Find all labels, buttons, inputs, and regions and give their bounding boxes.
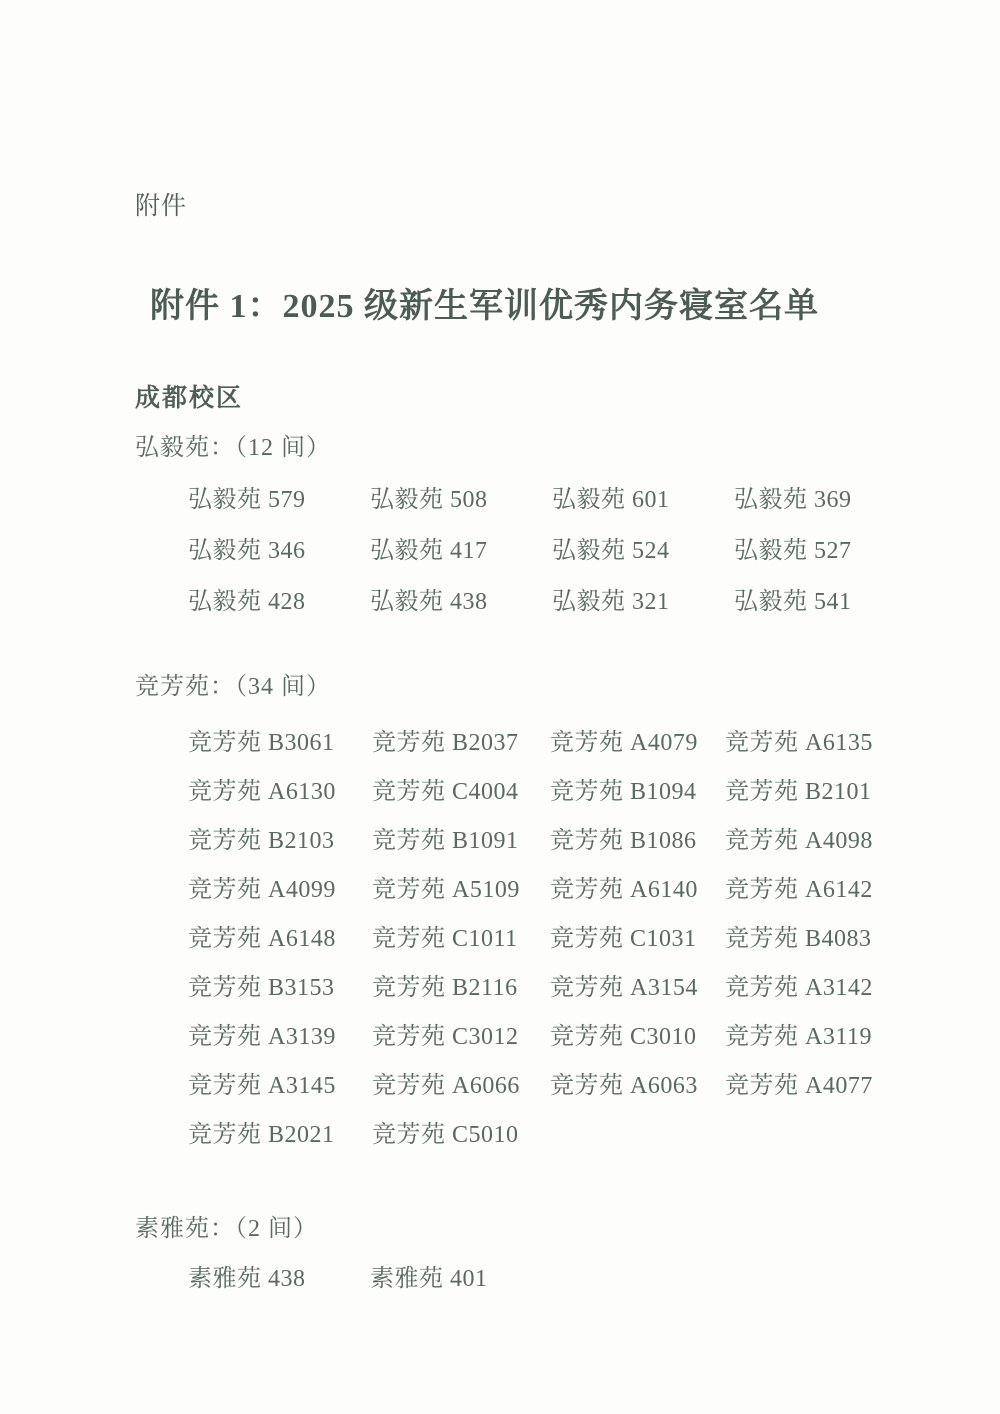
- room-item: 竞芳苑 B1094: [550, 779, 697, 805]
- room-item: 竞芳苑 B2116: [372, 975, 518, 1001]
- room-item: 竞芳苑 A3119: [725, 1024, 872, 1050]
- section-hongyiyuan: [135, 434, 940, 616]
- room-item: 弘毅苑 369: [734, 487, 852, 513]
- section-header: 弘毅苑：（12 间）: [135, 435, 331, 461]
- room-item: 竞芳苑 B2101: [725, 779, 872, 805]
- room-list: [188, 729, 940, 1149]
- section-jingfangyuan: [135, 673, 940, 1149]
- attachment-label: 附件: [135, 193, 188, 220]
- room-item: 竞芳苑 B1091: [372, 828, 519, 854]
- room-item: 竞芳苑 A6066: [372, 1073, 520, 1099]
- room-item: 弘毅苑 524: [552, 538, 670, 564]
- room-item: 竞芳苑 B2037: [372, 730, 519, 756]
- room-item: 竞芳苑 A6063: [550, 1073, 698, 1099]
- room-item: 弘毅苑 541: [734, 589, 852, 615]
- room-item: 竞芳苑 C3012: [372, 1024, 519, 1050]
- room-item: 竞芳苑 A3154: [550, 975, 698, 1001]
- room-item: 竞芳苑 C3010: [550, 1024, 697, 1050]
- room-item: 弘毅苑 579: [188, 487, 306, 513]
- room-item: 竞芳苑 B2021: [188, 1122, 335, 1148]
- room-item: 竞芳苑 A6142: [725, 877, 873, 903]
- room-item: 竞芳苑 C1011: [372, 926, 518, 952]
- room-item: 竞芳苑 B2103: [188, 828, 335, 854]
- room-item: 弘毅苑 508: [370, 487, 488, 513]
- room-item: 竞芳苑 B4083: [725, 926, 872, 952]
- room-item: 竞芳苑 A4077: [725, 1073, 873, 1099]
- room-item: 竞芳苑 A6148: [188, 926, 336, 952]
- room-item: 弘毅苑 346: [188, 538, 306, 564]
- section-header: 素雅苑：（2 间）: [135, 1216, 318, 1242]
- room-item: 弘毅苑 417: [370, 538, 488, 564]
- room-item: 竞芳苑 C1031: [550, 926, 697, 952]
- room-list: [188, 486, 940, 616]
- room-item: 竞芳苑 A6135: [725, 730, 873, 756]
- room-item: 弘毅苑 438: [370, 589, 488, 615]
- room-item: 竞芳苑 A3142: [725, 975, 873, 1001]
- room-item: 素雅苑 438: [188, 1266, 306, 1292]
- room-item: 竞芳苑 A4098: [725, 828, 873, 854]
- room-item: 竞芳苑 A3139: [188, 1024, 336, 1050]
- room-item: 竞芳苑 C4004: [372, 779, 519, 805]
- room-item: 弘毅苑 321: [552, 589, 670, 615]
- room-item: 竞芳苑 A4079: [550, 730, 698, 756]
- room-item: 竞芳苑 A6130: [188, 779, 336, 805]
- section-header: 竞芳苑：（34 间）: [135, 674, 331, 700]
- room-item: 竞芳苑 C5010: [372, 1122, 519, 1148]
- room-item: 竞芳苑 B3061: [188, 730, 335, 756]
- room-item: 竞芳苑 A4099: [188, 877, 336, 903]
- room-item: 弘毅苑 428: [188, 589, 306, 615]
- campus-heading: 成都校区: [135, 385, 244, 412]
- room-item: 竞芳苑 A6140: [550, 877, 698, 903]
- room-item: 弘毅苑 527: [734, 538, 852, 564]
- room-item: 竞芳苑 A5109: [372, 877, 520, 903]
- room-item: 弘毅苑 601: [552, 487, 670, 513]
- room-item: 竞芳苑 B3153: [188, 975, 335, 1001]
- room-item: 素雅苑 401: [370, 1266, 488, 1292]
- room-item: 竞芳苑 B1086: [550, 828, 697, 854]
- section-suyayuan: [135, 1215, 940, 1293]
- room-item: 竞芳苑 A3145: [188, 1073, 336, 1099]
- page-title: 附件 1：2025 级新生军训优秀内务寝室名单: [150, 288, 819, 325]
- room-list: [188, 1265, 940, 1293]
